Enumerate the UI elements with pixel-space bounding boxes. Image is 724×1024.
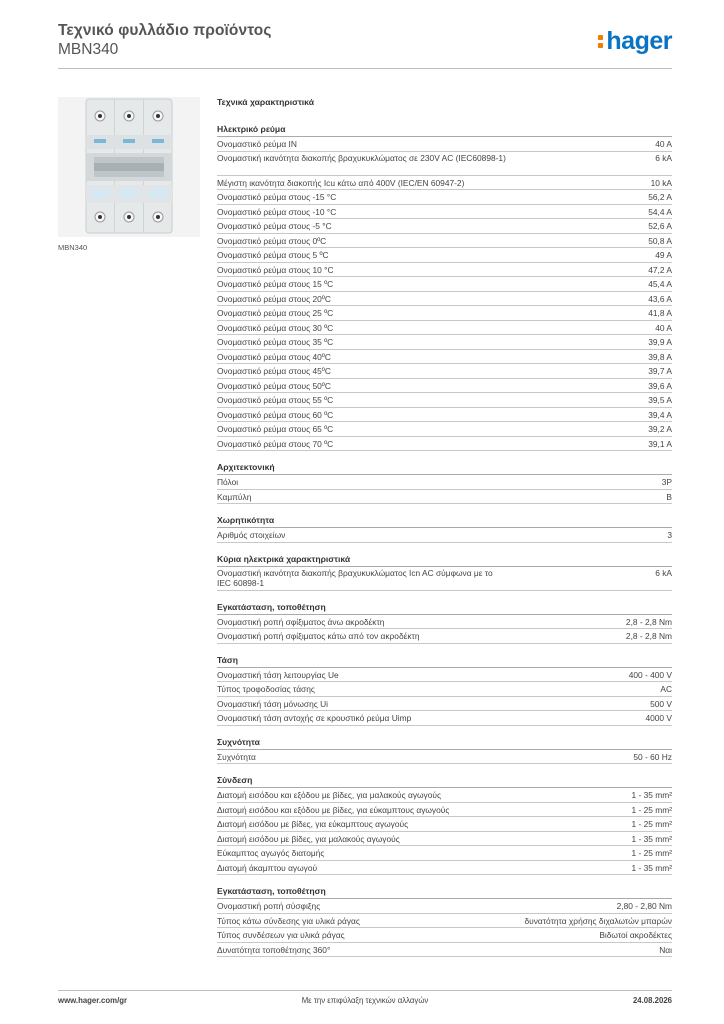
section-title: Κύρια ηλεκτρικά χαρακτηριστικά — [217, 553, 672, 567]
spec-label: Ονομαστική ροπή σύσφιξης — [217, 901, 321, 911]
header-divider — [58, 68, 672, 69]
spec-row — [217, 408, 672, 423]
spec-value: 39,6 A — [648, 380, 672, 391]
spec-row — [217, 817, 672, 832]
section-gap — [217, 644, 672, 654]
spec-row — [217, 350, 672, 365]
spec-label: Ονομαστικό ρεύμα στους 70 ºC — [217, 438, 334, 449]
spec-label: Διατομή εισόδου με βίδες, για εύκαμπτους αγωγούς — [217, 819, 409, 829]
spec-value: Βιδωτοί ακροδέκτες — [599, 930, 672, 940]
section-gap — [217, 875, 672, 885]
spec-row — [217, 437, 672, 452]
spec-value: 2,8 - 2,8 Nm — [625, 616, 672, 627]
spec-value: 6 kA — [655, 567, 672, 578]
spec-label: Ονομαστικό ρεύμα στους 10 °C — [217, 264, 334, 275]
spec-row — [217, 137, 672, 152]
spec-label: Ονομαστικό ρεύμα στους 15 ºC — [217, 279, 334, 289]
section-gap — [217, 543, 672, 553]
spec-label: Τύπος συνδέσεων για υλικά ράγας — [217, 930, 345, 940]
spec-row — [217, 711, 672, 726]
spec-row — [217, 379, 672, 394]
section-gap — [217, 504, 672, 514]
spec-row — [217, 335, 672, 350]
spec-row — [217, 928, 672, 943]
spec-label: Τύπος τροφοδοσίας τάσης — [217, 684, 315, 694]
spec-value: 40 A — [655, 322, 672, 333]
spec-value: 39,9 A — [648, 337, 672, 347]
spec-row — [217, 788, 672, 803]
spec-value: 56,2 A — [648, 192, 672, 202]
spec-row — [217, 176, 672, 191]
spec-value: 2,80 - 2,80 Nm — [616, 901, 672, 911]
section-title: Συχνότητα — [217, 736, 672, 750]
spec-label: Ονομαστικό ρεύμα στους 20ºC — [217, 293, 331, 304]
spec-label: Ονομαστική ικανότητα διακοπής βραχυκυκλώματος σε 230V AC (IEC60898-1) — [217, 152, 506, 163]
spec-label: Μέγιστη ικανότητα διακοπής Icu κάτω από 400V (IEC/EN 60947-2) — [217, 177, 465, 188]
spec-value: 500 V — [650, 698, 672, 709]
spec-value: 1 - 35 mm² — [631, 862, 672, 873]
spec-label: Ονομαστική τάση αντοχής σε κρουστικό ρεύμα Uimp — [217, 713, 412, 723]
spec-row — [217, 832, 672, 847]
footer-date: 24.08.2026 — [632, 996, 672, 1005]
spec-row — [217, 422, 672, 437]
spec-value: 50,8 A — [648, 235, 672, 246]
spec-row — [217, 234, 672, 249]
spec-value: 400 - 400 V — [628, 669, 672, 680]
spec-label: Ονομαστικό ρεύμα στους 50ºC — [217, 380, 331, 391]
page-header — [58, 22, 672, 70]
product-code: MBN340 — [58, 41, 119, 58]
spec-row — [217, 490, 672, 505]
spec-value: δυνατότητα χρήσης διχαλωτών μπαρών — [524, 915, 672, 926]
spec-row — [217, 205, 672, 220]
spec-label: Ονομαστικό ρεύμα στους 30 ºC — [217, 322, 334, 333]
spec-value: 39,8 A — [648, 351, 672, 362]
spec-value: 3 — [667, 530, 672, 540]
spec-label: Ονομαστικό ρεύμα στους 65 ºC — [217, 424, 334, 434]
logo-colon-icon — [598, 25, 605, 49]
hager-logo[interactable] — [598, 25, 672, 57]
spec-label: Ονομαστικό ρεύμα στους 5 ºC — [217, 250, 329, 260]
spec-table — [217, 96, 672, 957]
spec-label: Ονομαστική τάση μόνωσης Ui — [217, 698, 329, 709]
spec-value: 52,6 A — [648, 221, 672, 231]
spec-row — [217, 899, 672, 914]
spec-label: Τύπος κάτω σύνδεσης για υλικά ράγας — [217, 915, 360, 926]
spec-heading: Τεχνικά χαρακτηριστικά — [217, 97, 314, 107]
spec-label: Ονομαστική ροπή σφίξιματος άνω ακροδέκτη — [217, 616, 385, 627]
spec-value: 39,4 A — [648, 409, 672, 420]
spec-label: Ονομαστικό ρεύμα στους 60 ºC — [217, 409, 334, 420]
spec-value: 1 - 35 mm² — [631, 790, 672, 800]
image-caption: MBN340 — [58, 243, 88, 252]
spec-row — [217, 682, 672, 697]
spec-value: 1 - 25 mm² — [631, 848, 672, 858]
spec-value: Ναι — [659, 944, 672, 955]
spec-row — [217, 321, 672, 336]
spec-value: 1 - 25 mm² — [631, 804, 672, 815]
spec-row — [217, 393, 672, 408]
circuit-breaker-image — [58, 97, 200, 237]
spec-label: Ονομαστικό ρεύμα IN — [217, 139, 297, 149]
spec-row — [217, 615, 672, 630]
spec-label: Ονομαστική ροπή σφίξιματος κάτω από τον ακροδέκτη — [217, 631, 420, 641]
section-gap — [217, 726, 672, 736]
spec-value: AC — [660, 684, 672, 694]
spec-label: Ονομαστικό ρεύμα στους -10 °C — [217, 206, 337, 217]
section-title: Σύνδεση — [217, 774, 672, 788]
spec-value: 54,4 A — [648, 206, 672, 217]
spec-label: Ονομαστικό ρεύμα στους -15 °C — [217, 192, 337, 202]
section-title: Ηλεκτρικό ρεύμα — [217, 123, 672, 137]
spec-value: B — [666, 491, 672, 502]
spec-row — [217, 248, 672, 263]
section-title: Εγκατάσταση, τοποθέτηση — [217, 601, 672, 615]
spec-value: 45,4 A — [648, 279, 672, 289]
spec-label: Ονομαστική ικανότητα διακοπής βραχυκυκλώματος Icn AC σύμφωνα με το IEC 60898-1 — [217, 567, 493, 588]
spec-value: 41,8 A — [648, 308, 672, 318]
spec-row — [217, 219, 672, 234]
spec-row — [217, 475, 672, 490]
spec-value: 39,7 A — [648, 366, 672, 376]
spec-value: 47,2 A — [648, 264, 672, 275]
spec-row — [217, 292, 672, 307]
spec-row — [217, 528, 672, 543]
spec-label: Ονομαστικό ρεύμα στους 40ºC — [217, 351, 331, 362]
spec-label: Διατομή εισόδου με βίδες, για μαλακούς αγωγούς — [217, 833, 400, 844]
spec-label: Ονομαστικό ρεύμα στους 45ºC — [217, 366, 331, 376]
spec-row — [217, 943, 672, 958]
spec-value: 3P — [661, 477, 672, 487]
spec-value: 49 A — [655, 250, 672, 260]
spec-value: 10 kA — [650, 177, 672, 188]
spec-value: 50 - 60 Hz — [633, 751, 672, 762]
spec-row — [217, 567, 672, 591]
section-gap — [217, 591, 672, 601]
spec-label: Διατομή εισόδου και εξόδου με βίδες, για μαλακούς αγωγούς — [217, 790, 442, 800]
spec-value: 6 kA — [655, 152, 672, 163]
spec-row — [217, 846, 672, 861]
spec-value: 43,6 A — [648, 293, 672, 304]
spec-row — [217, 750, 672, 765]
spec-value: 2,8 - 2,8 Nm — [625, 631, 672, 641]
spec-label: Ονομαστική τάση λειτουργίας Ue — [217, 669, 339, 680]
spec-label: Δυνατότητα τοποθέτησης 360° — [217, 944, 331, 955]
footer-note: Με την επιφύλαξη τεχνικών αλλαγών — [301, 996, 429, 1005]
spec-row — [217, 861, 672, 876]
section-title: Χωρητικότητα — [217, 514, 672, 528]
spec-label: Ονομαστικό ρεύμα στους 35 ºC — [217, 337, 334, 347]
spec-label: Συχνότητα — [217, 751, 256, 762]
spec-row — [217, 263, 672, 278]
spec-label: Πόλοι — [217, 477, 239, 487]
section-title: Εγκατάσταση, τοποθέτηση — [217, 885, 672, 899]
spec-label: Καμπύλη — [217, 491, 252, 502]
spec-label: Ονομαστικό ρεύμα στους 0ºC — [217, 235, 327, 246]
logo-text: hager — [606, 27, 672, 55]
spec-value: 40 A — [655, 139, 672, 149]
spec-value: 39,1 A — [648, 438, 672, 449]
spec-row — [217, 306, 672, 321]
spec-value: 1 - 35 mm² — [631, 833, 672, 844]
product-image — [58, 97, 200, 237]
spec-row — [217, 364, 672, 379]
spec-label: Αριθμός στοιχείων — [217, 530, 286, 540]
spec-value: 4000 V — [645, 713, 672, 723]
spec-row — [217, 914, 672, 929]
footer-divider — [58, 990, 672, 991]
spec-row — [217, 668, 672, 683]
spec-row — [217, 277, 672, 292]
spec-value: 1 - 25 mm² — [631, 819, 672, 829]
spec-label: Ονομαστικό ρεύμα στους 55 ºC — [217, 395, 334, 405]
spec-label: Ονομαστικό ρεύμα στους 25 ºC — [217, 308, 334, 318]
spec-value: 39,5 A — [648, 395, 672, 405]
spec-row — [217, 803, 672, 818]
spec-label: Εύκαμπτος αγωγός διατομής — [217, 848, 325, 858]
section-title: Τάση — [217, 654, 672, 668]
footer-website-link[interactable]: www.hager.com/gr — [58, 996, 128, 1005]
section-title: Αρχιτεκτονική — [217, 461, 672, 475]
spec-label: Διατομή εισόδου και εξόδου με βίδες, για εύκαμπτους αγωγούς — [217, 804, 450, 815]
spec-row — [217, 190, 672, 205]
spec-row — [217, 152, 672, 176]
spec-row — [217, 697, 672, 712]
spec-label: Διατομή άκαμπτου αγωγού — [217, 862, 318, 873]
spec-row — [217, 629, 672, 644]
section-gap — [217, 451, 672, 461]
spec-label: Ονομαστικό ρεύμα στους -5 °C — [217, 221, 332, 231]
spec-value: 39,2 A — [648, 424, 672, 434]
page-footer — [58, 996, 672, 1010]
document-title: Τεχνικό φυλλάδιο προϊόντος — [58, 22, 272, 39]
section-gap — [217, 764, 672, 774]
